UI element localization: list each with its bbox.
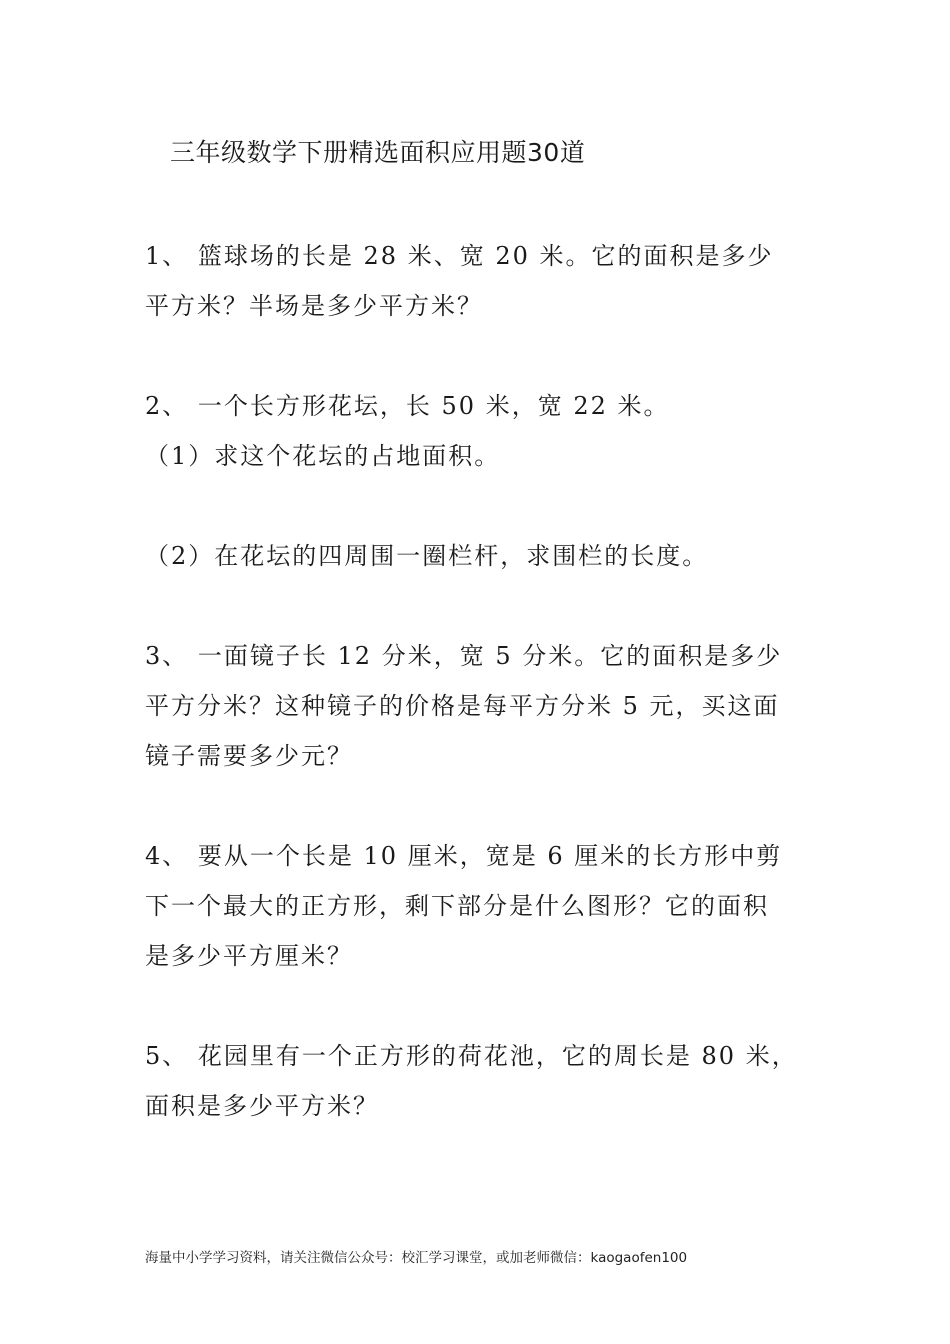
document-title: 三年级数学下册精选面积应用题30道 [170,138,586,167]
problem-4-line-3: 是多少平方厘米？ [145,942,353,970]
problem-4-line-1: 4、 要从一个长是 10 厘米，宽是 6 厘米的长方形中剪 [145,842,783,870]
problem-4-line-2: 下一个最大的正方形，剩下部分是什么图形？它的面积 [145,892,769,920]
problem-5-line-1: 5、 花园里有一个正方形的荷花池，它的周长是 80 米， [145,1042,798,1070]
problem-3-line-2: 平方分米？这种镜子的价格是每平方分米 5 元，买这面 [145,692,780,720]
problem-2-part-2: （2）在花坛的四周围一圈栏杆，求围栏的长度。 [145,542,709,570]
problem-2-part-1: （1）求这个花坛的占地面积。 [145,442,501,470]
problem-2-line-1: 2、 一个长方形花坛，长 50 米，宽 22 米。 [145,392,670,420]
footer-note: 海量中小学学习资料，请关注微信公众号：校汇学习课堂，或加老师微信：kaogaofen100 [145,1250,688,1266]
problem-3-line-1: 3、 一面镜子长 12 分米，宽 5 分米。它的面积是多少 [145,642,783,670]
problem-1-line-2: 平方米？半场是多少平方米？ [145,292,483,320]
problem-1-line-1: 1、 篮球场的长是 28 米、宽 20 米。它的面积是多少 [145,242,774,270]
problem-5-line-2: 面积是多少平方米？ [145,1092,379,1120]
problem-3-line-3: 镜子需要多少元？ [145,742,353,770]
